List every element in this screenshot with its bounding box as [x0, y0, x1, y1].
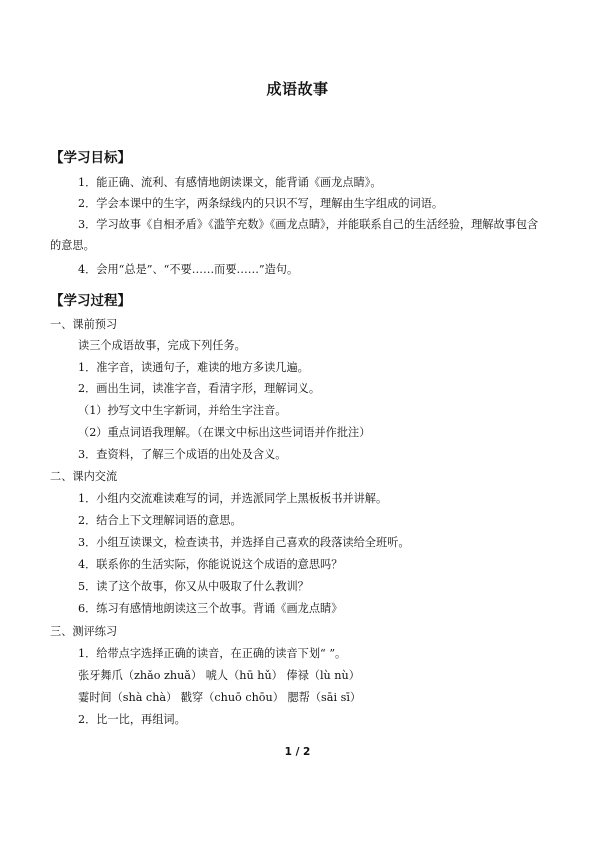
pinyin-row-2: 霎时间（shà chà） 戳穿（chuō chōu） 腮帮（sāi sī）	[78, 691, 362, 704]
part1-intro: 读三个成语故事，完成下列任务。	[78, 339, 246, 352]
goal-item-4: 4．会用“总是”、“不要……而要……”造句。	[78, 263, 299, 276]
part2-item-4: 4．联系你的生活实际，你能说说这个成语的意思吗？	[78, 558, 343, 571]
part2-title: 二、课内交流	[50, 470, 118, 483]
part2-item-5: 5．读了这个故事，你又从中吸取了什么教训？	[78, 580, 309, 593]
part2-item-6: 6．练习有感情地朗读这三个故事。背诵《画龙点睛》	[78, 602, 343, 615]
part1-item-1: 1．准字音，读通句子，难读的地方多读几遍。	[78, 361, 309, 374]
goal-item-1: 1．能正确、流利、有感情地朗读课文，能背诵《画龙点睛》。	[78, 176, 382, 189]
part3-title: 三、测评练习	[50, 625, 118, 638]
part2-item-2: 2．结合上下文理解词语的意思。	[78, 514, 242, 527]
part1-item-2-sub-1: （1）抄写文中生字新词，并给生字注音。	[78, 404, 287, 417]
goals-heading: 【学习目标】	[50, 150, 131, 166]
part1-title: 一、课前预习	[50, 318, 118, 331]
goal-item-2: 2．学会本课中的生字，两条绿线内的只识不写，理解由生字组成的词语。	[78, 197, 444, 210]
goal-item-3: 3．学习故事《自相矛盾》《滥竽充数》《画龙点睛》，并能联系自己的生活经验，理解故事包含的意思。	[50, 218, 539, 252]
part3-item-1: 1．给带点字选择正确的读音，在正确的读音下划“ ”。	[78, 647, 347, 660]
part1-item-3: 3．查资料，了解三个成语的出处及含义。	[78, 448, 287, 461]
part1-item-2: 2．画出生词，读准字音，看清字形，理解词义。	[78, 382, 321, 395]
part2-item-3: 3．小组互读课文，检查读书，并选择自己喜欢的段落读给全班听。	[78, 536, 410, 549]
part3-item-2: 2．比一比，再组词。	[78, 713, 186, 726]
pinyin-row-1: 张牙舞爪（zhǎo zhuǎ） 唬人（hū hǔ） 俸禄（lù nù）	[78, 669, 360, 682]
page-number: 1 / 2	[284, 746, 311, 758]
document-title: 成语故事	[266, 80, 329, 98]
process-heading: 【学习过程】	[50, 293, 131, 309]
part1-item-2-sub-2: （2）重点词语我理解。（在课文中标出这些词语并作批注）	[78, 426, 371, 439]
part2-item-1: 1．小组内交流难读难写的词，并选派同学上黑板板书并讲解。	[78, 492, 388, 505]
